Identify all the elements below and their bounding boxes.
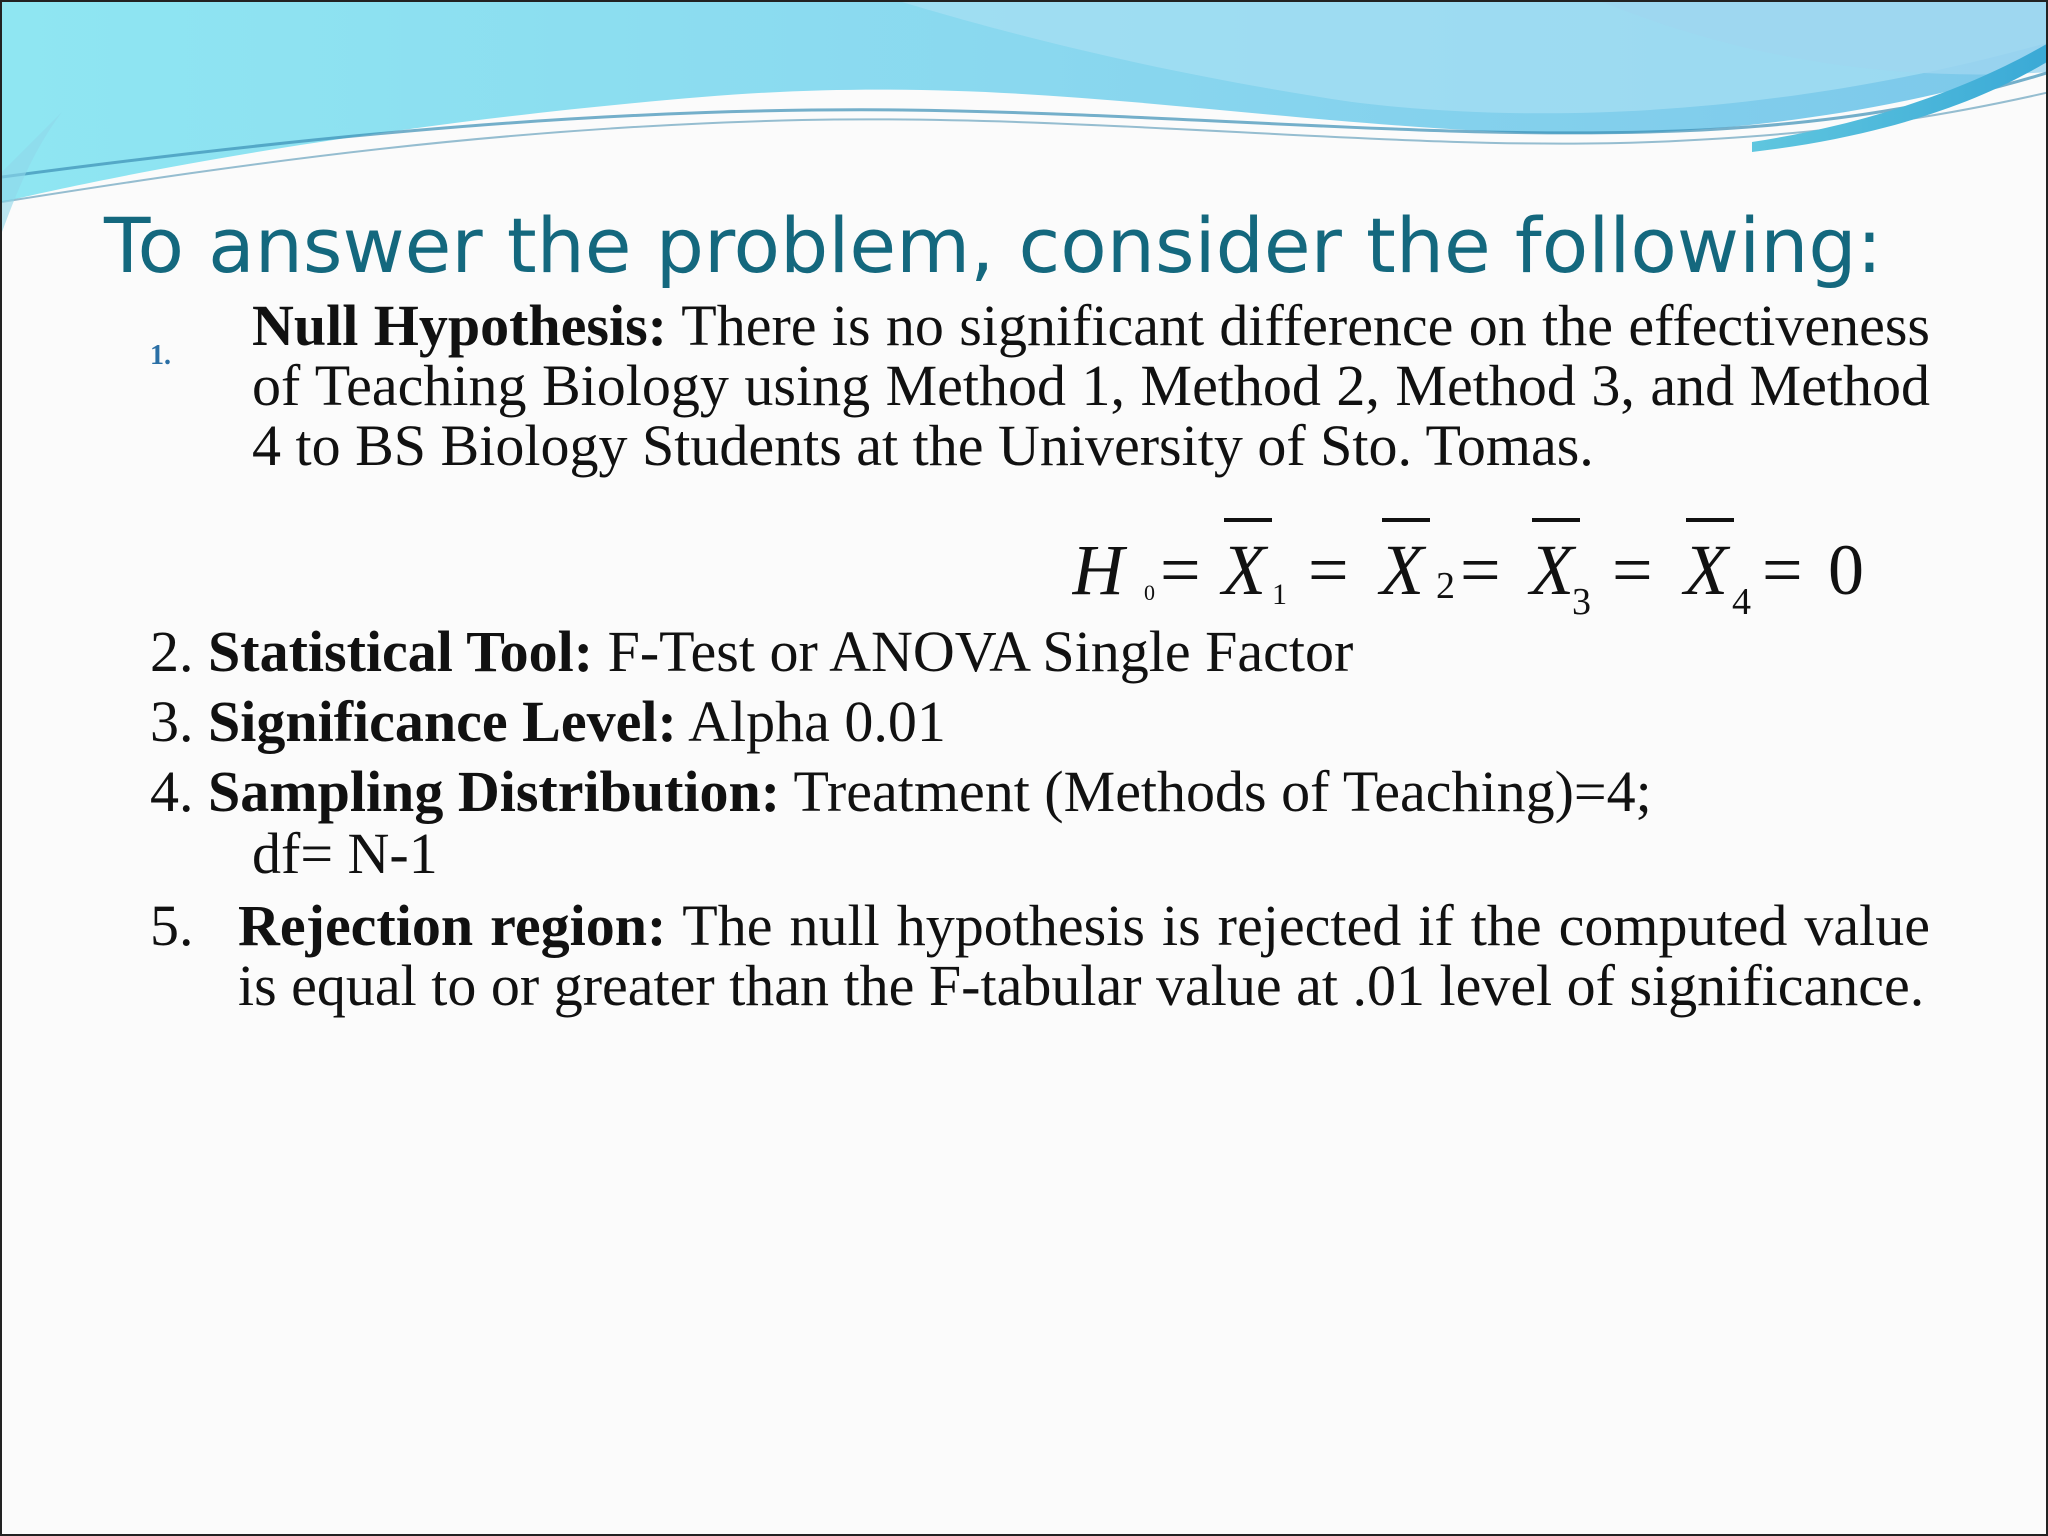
formula-term-4-sub: 4 [1732,581,1751,622]
formula-lhs-subscript: 0 [1144,580,1155,605]
item-4 [150,759,1652,824]
item-3-number: 3. [150,689,194,754]
formula-term-3-var: X [1530,530,1574,610]
item-3-text: Alpha 0.01 [688,689,946,754]
null-hypothesis-formula [1072,512,1872,622]
item-1-number: 1. [150,340,171,371]
item-4-heading: Sampling Distribution: [208,759,781,824]
item-2-heading: Statistical Tool: [208,619,594,684]
slide-title: To answer the problem, consider the following: [104,201,1883,290]
formula-term-4-var: X [1684,530,1728,610]
item-4-text: Treatment (Methods of Teaching)=4; [793,759,1652,824]
item-2-number: 2. [150,619,194,684]
item-2 [150,619,1354,684]
item-1-text: There is no significant difference on the effectiveness of Teaching Biology using Method 1, Method 2, Method 3, and Method 4 to BS Biology Students at the University of Sto. Tomas. [252,293,1930,478]
formula-term-3-sub: 3 [1572,581,1591,622]
item-5-text: The null hypothesis is rejected if the computed value is equal to or greater than the F-tabular value at .01 level of significance. [238,893,1930,1018]
formula-equals-3: = [1460,530,1501,610]
formula-lhs: H [1072,530,1124,610]
item-2-text: F-Test or ANOVA Single Factor [607,619,1354,684]
item-1-heading: Null Hypothesis: [252,293,667,358]
item-1-block [252,293,1930,478]
item-5-block [238,893,1930,1018]
formula-term-2-sub: 2 [1436,565,1455,607]
formula-term-1-var: X [1222,530,1266,610]
formula-equals-4: = [1612,530,1653,610]
formula-term-2-var: X [1380,530,1424,610]
item-3 [150,689,946,754]
item-4-continuation: df= N-1 [252,821,438,886]
formula-equals-1: = [1160,530,1201,610]
item-3-heading: Significance Level: [208,689,677,754]
item-5-heading: Rejection region: [238,893,667,958]
item-4-number: 4. [150,759,194,824]
formula-rhs: 0 [1828,530,1864,610]
item-5-number: 5. [150,893,194,958]
formula-term-1-sub: 1 [1272,578,1287,611]
formula-equals-5: = [1762,530,1803,610]
formula-equals-2: = [1308,530,1349,610]
